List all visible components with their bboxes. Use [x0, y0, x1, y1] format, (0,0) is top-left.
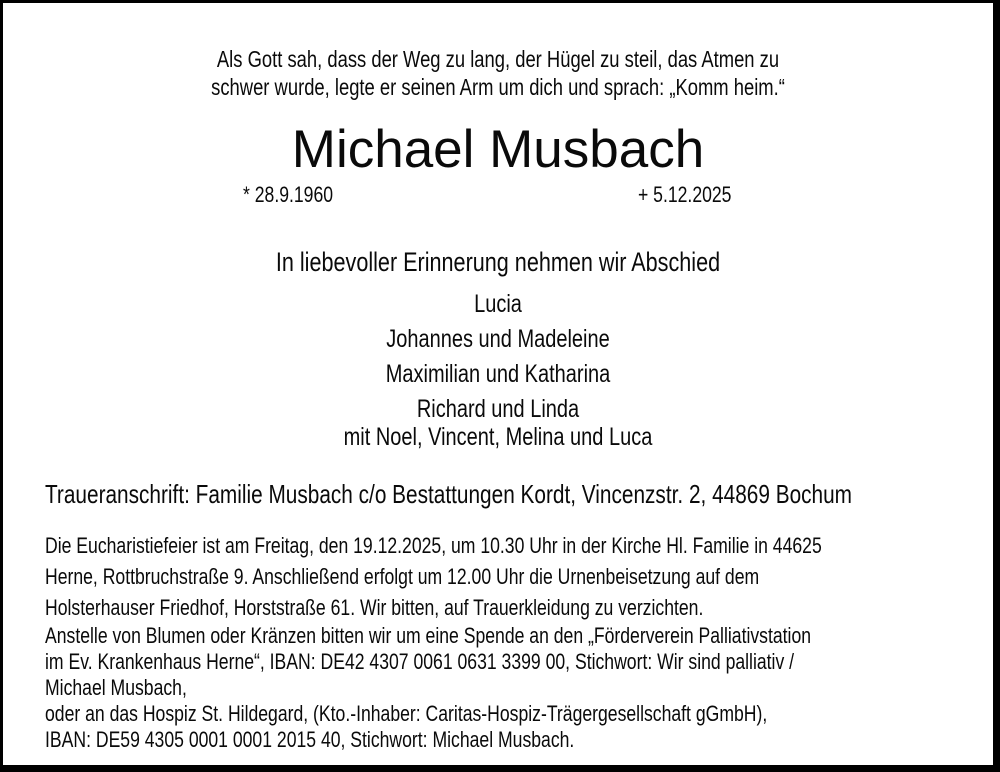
mourner-line: Richard und Linda	[416, 395, 580, 423]
farewell-text: In liebevoller Erinnerung nehmen wir Abschied	[275, 247, 721, 277]
epigraph-text	[102, 45, 894, 101]
deceased-name: Michael Musbach	[291, 120, 705, 179]
donation-line-2: im Ev. Krankenhaus Herne“, IBAN: DE42 4307 0061 0631 3399 00, Stichwort: Wir sind palliativ /	[45, 649, 795, 674]
epigraph	[3, 45, 993, 101]
death-date: + 5.12.2025	[638, 182, 732, 207]
service-line-2: Herne, Rottbruchstraße 9. Anschließend erfolgt um 12.00 Uhr die Urnenbeisetzung auf dem	[45, 564, 760, 589]
mourners-list	[3, 287, 993, 452]
mourner-line-grandchildren: mit Noel, Vincent, Melina und Luca	[343, 423, 653, 451]
epigraph-line-1: Als Gott sah, dass der Weg zu lang, der Hügel zu steil, das Atmen zu	[216, 46, 780, 72]
mourners-text	[102, 287, 894, 452]
mourner-line: Lucia	[474, 290, 522, 318]
mourner-line: Maximilian und Katharina	[385, 360, 611, 388]
service-line-1: Die Eucharistiefeier ist am Freitag, den 19.12.2025, um 10.30 Uhr in der Kirche Hl. Familie in 44625	[45, 533, 822, 558]
farewell-line	[3, 247, 993, 277]
donation-information	[3, 623, 993, 753]
service-information	[3, 530, 993, 623]
condolence-address	[3, 478, 993, 510]
epigraph-line-2: schwer wurde, legte er seinen Arm um dich und sprach: „Komm heim.“	[211, 74, 785, 100]
life-dates	[3, 181, 993, 209]
donation-line-1: Anstelle von Blumen oder Kränzen bitten wir um eine Spende an den „Förderverein Palliativstation	[45, 623, 812, 648]
service-line-3: Holsterhauser Friedhof, Horststraße 61. Wir bitten, auf Trauerkleidung zu verzichten.	[45, 595, 704, 620]
condolence-address-text: Traueranschrift: Familie Musbach c/o Bestattungen Kordt, Vincenzstr. 2, 44869 Bochum	[45, 479, 852, 509]
donation-line-5: IBAN: DE59 4305 0001 0001 2015 40, Stichwort: Michael Musbach.	[45, 727, 575, 752]
mourner-line: Johannes und Madeleine	[386, 325, 610, 353]
donation-line-4: oder an das Hospiz St. Hildegard, (Kto.-Inhaber: Caritas-Hospiz-Trägergesellschaft gGmbH),	[45, 701, 768, 726]
donation-information-text	[45, 623, 812, 753]
service-information-text	[45, 530, 822, 623]
donation-line-3: Michael Musbach,	[45, 675, 187, 700]
birth-date: * 28.9.1960	[243, 182, 334, 207]
